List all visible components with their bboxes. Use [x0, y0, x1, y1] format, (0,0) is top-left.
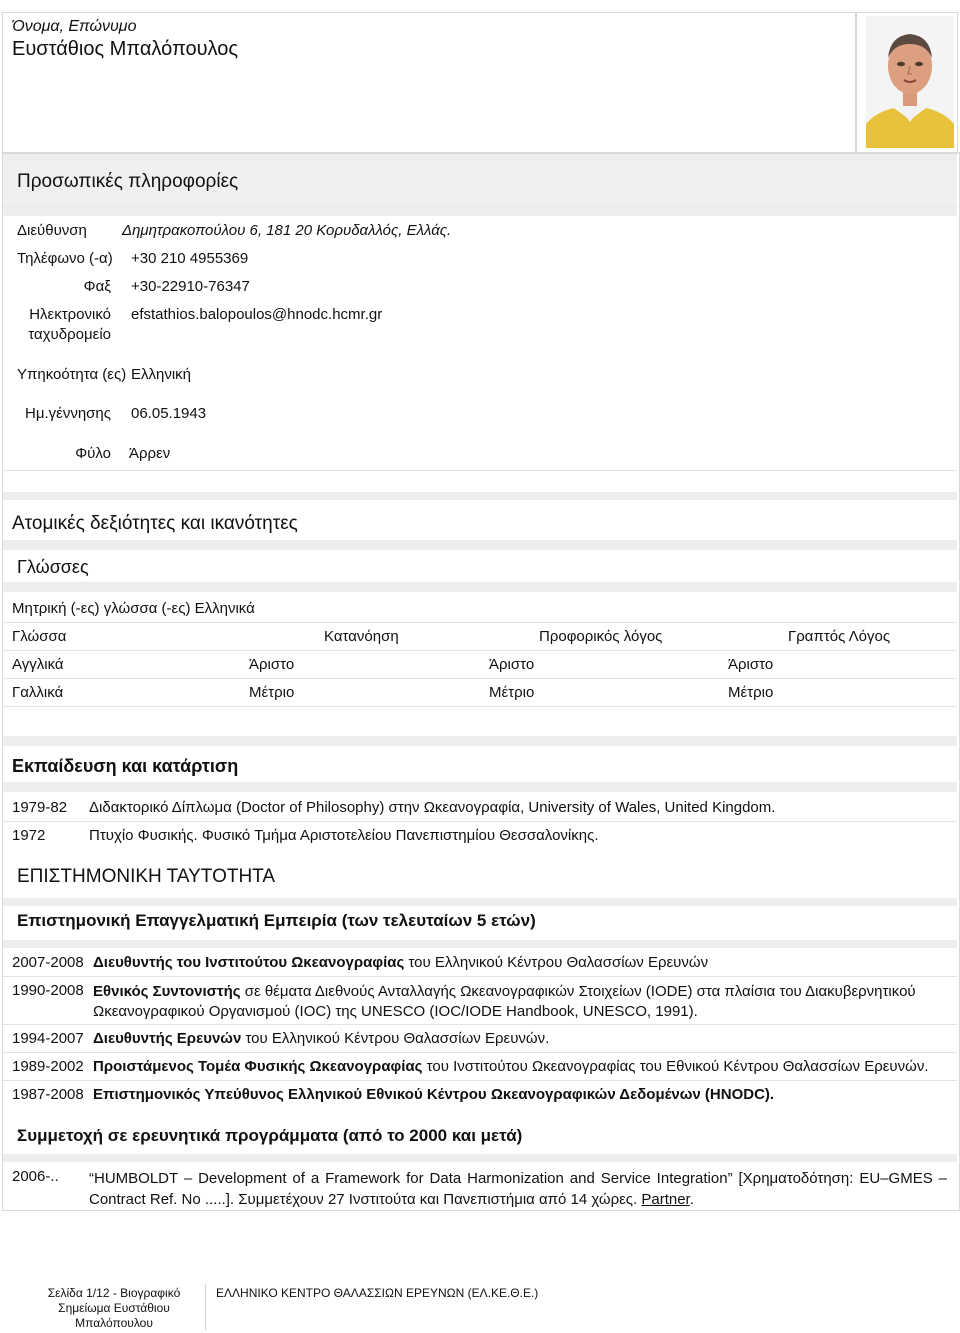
- divider: [3, 1052, 957, 1053]
- experience-role: Προιστάμενος Τομέα Φυσικής Ωκεανογραφίας: [93, 1058, 423, 1075]
- experience-role: Διευθυντής Ερευνών: [93, 1030, 242, 1047]
- scientific-title: ΕΠΙΣΤΗΜΟΝΙΚΗ ΤΑΥΤΟΤΗΤΑ: [17, 866, 276, 887]
- section-band: [3, 540, 957, 550]
- experience-text: [93, 954, 708, 971]
- section-band: [3, 940, 957, 948]
- col-writing: Γραπτός Λόγος: [788, 628, 891, 645]
- lang-row-speaking: Άριστο: [489, 656, 535, 673]
- footer-page-info: Σελίδα 1/12 - Βιογραφικό Σημείωμα Ευστάθιου Μπαλόπουλου: [47, 1286, 181, 1330]
- divider: [3, 1080, 957, 1081]
- section-band: [3, 782, 957, 792]
- experience-role: Εθνικός Συντονιστής: [93, 983, 241, 1000]
- experience-year: 1990-2008: [12, 982, 84, 999]
- experience-text: [93, 1058, 929, 1075]
- education-text: Πτυχίο Φυσικής. Φυσικό Τμήμα Αριστοτελείου Πανεπιστημίου Θεσσαλονίκης.: [89, 827, 599, 844]
- experience-year: 1987-2008: [12, 1086, 84, 1103]
- gender-label: Φύλο: [75, 445, 111, 462]
- divider: [3, 706, 957, 707]
- divider: [3, 821, 957, 822]
- projects-title: Συμμετοχή σε ερευνητικά προγράμματα (από το 2000 και μετά): [17, 1126, 523, 1145]
- experience-text: [93, 1086, 774, 1103]
- address-label: Διεύθυνση: [17, 222, 87, 239]
- portrait-illustration: [866, 16, 954, 148]
- education-year: 1979-82: [12, 799, 68, 816]
- experience-year: 1994-2007: [12, 1030, 84, 1047]
- email-value[interactable]: efstathios.balopoulos@hnodc.hcmr.gr: [131, 306, 383, 323]
- lang-row-writing: Άριστο: [728, 656, 774, 673]
- dob-label: Ημ.γέννησης: [24, 405, 111, 422]
- lang-row-name: Αγγλικά: [12, 656, 64, 673]
- fax-label: Φαξ: [83, 278, 111, 295]
- section-band: [3, 1154, 957, 1162]
- divider: [3, 1024, 957, 1025]
- divider: [3, 470, 957, 471]
- gender-value: Άρρεν: [129, 445, 171, 462]
- fax-value: +30-22910-76347: [131, 278, 250, 295]
- nationality-label: Υπηκοότητα (ες): [17, 366, 127, 383]
- divider: [3, 622, 957, 623]
- skills-title: Ατομικές δεξιότητες και ικανότητες: [12, 513, 298, 534]
- name-label: Όνομα, Επώνυμο: [12, 18, 137, 35]
- education-text: Διδακτορικό Δίπλωμα (Doctor of Philosophy) στην Ωκεανογραφία, University of Wales, United Kingdom.: [89, 799, 776, 816]
- experience-year: 2007-2008: [12, 954, 84, 971]
- lang-row-comprehension: Μέτριο: [249, 684, 295, 701]
- partner-link[interactable]: Partner: [641, 1191, 690, 1208]
- divider: [3, 976, 957, 977]
- portrait-photo: [866, 16, 954, 148]
- education-title: Εκπαίδευση και κατάρτιση: [12, 756, 239, 776]
- lang-row-speaking: Μέτριο: [489, 684, 535, 701]
- col-language: Γλώσσα: [12, 628, 67, 645]
- phone-value: +30 210 4955369: [131, 250, 249, 267]
- section-band: [3, 736, 957, 746]
- experience-detail: του Ελληνικού Κέντρου Θαλασσίων Ερευνών: [404, 954, 709, 971]
- project-text: [89, 1168, 947, 1210]
- personal-title: Προσωπικές πληροφορίες: [17, 171, 239, 192]
- languages-title: Γλώσσες: [17, 557, 89, 577]
- lang-row-name: Γαλλικά: [12, 684, 64, 701]
- col-speaking: Προφορικός λόγος: [539, 628, 663, 645]
- experience-detail: του Ινστιτούτου Ωκεανογραφίας του Εθνικού Κέντρου Θαλασσίων Ερευνών.: [422, 1058, 929, 1075]
- footer-organization: ΕΛΛΗΝΙΚΟ ΚΕΝΤΡΟ ΘΑΛΑΣΣΙΩΝ ΕΡΕΥΝΩΝ (ΕΛ.ΚΕ.Θ.Ε.): [216, 1286, 539, 1300]
- email-label-line1: Ηλεκτρονικό: [29, 306, 111, 323]
- address-value: Δημητρακοπούλου 6, 181 20 Κορυδαλλός, Ελλάς.: [122, 222, 452, 239]
- dob-value: 06.05.1943: [131, 405, 207, 422]
- experience-detail: του Ελληνικού Κέντρου Θαλασσίων Ερευνών.: [241, 1030, 550, 1047]
- project-end: .: [689, 1191, 694, 1208]
- phone-label: Τηλέφωνο (-α): [17, 250, 113, 267]
- experience-year: 1989-2002: [12, 1058, 84, 1075]
- experience-text: [93, 1030, 549, 1047]
- mother-tongue: Μητρική (-ες) γλώσσα (-ες) Ελληνικά: [12, 600, 255, 617]
- divider: [3, 678, 957, 679]
- experience-title: Επιστημονική Επαγγελματική Εμπειρία (των τελευταίων 5 ετών): [17, 911, 536, 930]
- lang-row-writing: Μέτριο: [728, 684, 774, 701]
- project-description: “HUMBOLDT – Development of a Framework for Data Harmonization and Service Integration” [Χρηματοδότηση: EU–GMES – Contract Ref. No .....]. Συμμετέχουν 27 Ινστιτούτα και Πανεπιστήμια από 14 χώρες.: [89, 1170, 947, 1208]
- nationality-value: Ελληνική: [131, 366, 192, 383]
- divider: [3, 650, 957, 651]
- section-band: [3, 204, 957, 216]
- education-year: 1972: [12, 827, 46, 844]
- section-band: [3, 898, 957, 906]
- section-band: [3, 582, 957, 592]
- experience-role: Επιστημονικός Υπεύθυνος Ελληνικού Εθνικού Κέντρου Ωκεανογραφικών Δεδομένων (HNODC).: [93, 1086, 775, 1103]
- experience-role: Διευθυντής του Ινστιτούτου Ωκεανογραφίας: [93, 954, 405, 971]
- lang-row-comprehension: Άριστο: [249, 656, 295, 673]
- project-year: 2006-..: [12, 1168, 59, 1185]
- section-band: [3, 492, 957, 500]
- email-label-line2: ταχυδρομείο: [28, 326, 111, 343]
- experience-text: [93, 982, 923, 1022]
- name-value: Ευστάθιος Μπαλόπουλος: [12, 38, 238, 60]
- experience-detail: σε θέματα Διεθνούς Ανταλλαγής Ωκεανογραφικών Στοιχείων (IODE) στα πλαίσια του Διακυβερνητικού Ωκεανογραφικού Οργανισμού (IOC) της UNESCO (IOC/IODE Handbook, UNESCO, 1991).: [93, 983, 916, 1020]
- col-comprehension: Κατανόηση: [324, 628, 399, 645]
- footer-separator: [205, 1284, 206, 1330]
